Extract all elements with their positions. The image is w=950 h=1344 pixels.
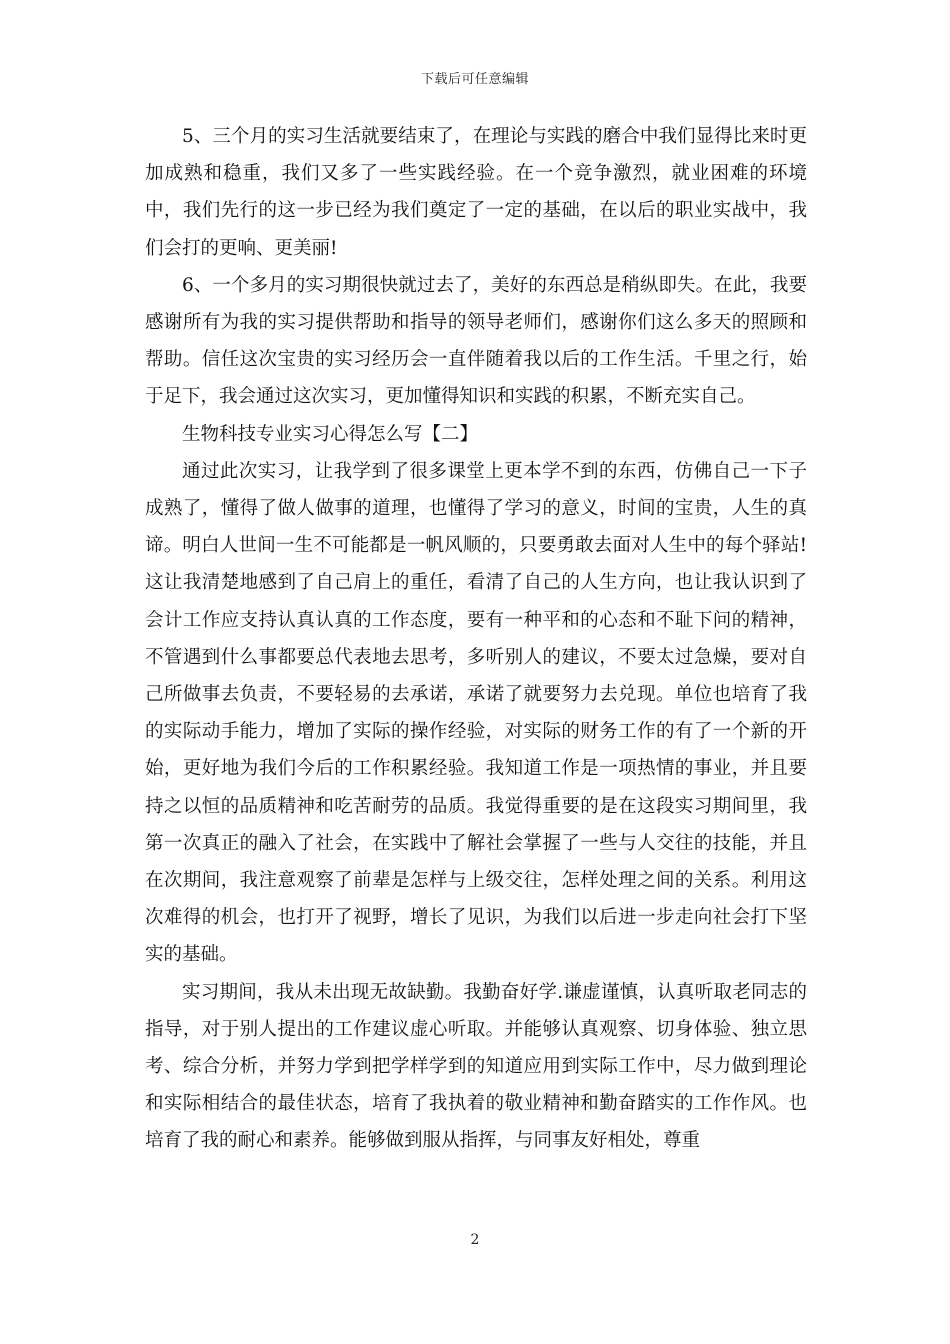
paragraph-internship-attendance: 实习期间，我从未出现无故缺勤。我勤奋好学.谦虚谨慎，认真听取老同志的指导，对于别人提出的工作建议虚心听取。并能够认真观察、切身体验、独立思考、综合分析，并努力学到把学样学到的知道应用到实际工作中，尽力做到理论和实际相结合的最佳状态，培育了我执着的敬业精神和勤奋踏实的工作作风。也培育了我的耐心和素养。能够做到服从指挥，与同事友好相处，尊重 xyxy=(145,981,807,1152)
paragraph-5: 5、三个月的实习生活就要结束了，在理论与实践的磨合中我们显得比来时更加成熟和稳重，我们又多了一些实践经验。在一个竞争激烈，就业困难的环境中，我们先行的这一步已经为我们奠定了一定的基础，在以后的职业实战中，我们会打的更响、更美丽! xyxy=(145,126,807,259)
page-header: 下载后可任意编辑 xyxy=(420,72,529,87)
document-body xyxy=(145,118,807,1160)
section-heading: 生物科技专业实习心得怎么写【二】 xyxy=(182,423,479,445)
paragraph-6: 6、一个多月的实习期很快就过去了，美好的东西总是稍纵即失。在此，我要感谢所有为我的实习提供帮助和指导的领导老师们，感谢你们这么多天的照顾和帮助。信任这次宝贵的实习经历会一直伴随着我以后的工作生活。千里之行，始于足下，我会通过这次实习，更加懂得知识和实践的积累，不断充实自己。 xyxy=(145,274,807,408)
paragraph-internship-gains: 通过此次实习，让我学到了很多课堂上更本学不到的东西，仿佛自己一下子成熟了，懂得了做人做事的道理，也懂得了学习的意义，时间的宝贵，人生的真谛。明白人世间一生不可能都是一帆风顺的，只要勇敢去面对人生中的每个驿站!这让我清楚地感到了自己肩上的重任，看清了自己的人生方向，也让我认识到了会计工作应支持认真认真的工作态度，要有一种平和的心态和不耻下问的精神，不管遇到什么事都要总代表地去思考，多听别人的建议，不要太过急燥，要对自己所做事去负责，不要轻易的去承诺，承诺了就要努力去兑现。单位也培育了我的实际动手能力，增加了实际的操作经验，对实际的财务工作的有了一个新的开始，更好地为我们今后的工作积累经验。我知道工作是一项热情的事业，并且要持之以恒的品质精神和吃苦耐劳的品质。我觉得重要的是在这段实习期间里，我第一次真正的融入了社会，在实践中了解社会掌握了一些与人交往的技能，并且在次期间，我注意观察了前辈是怎样与上级交往，怎样处理之间的关系。利用这次难得的机会，也打开了视野，增长了见识，为我们以后进一步走向社会打下坚实的基础。 xyxy=(145,460,807,966)
page-number: 2 xyxy=(470,1232,480,1248)
